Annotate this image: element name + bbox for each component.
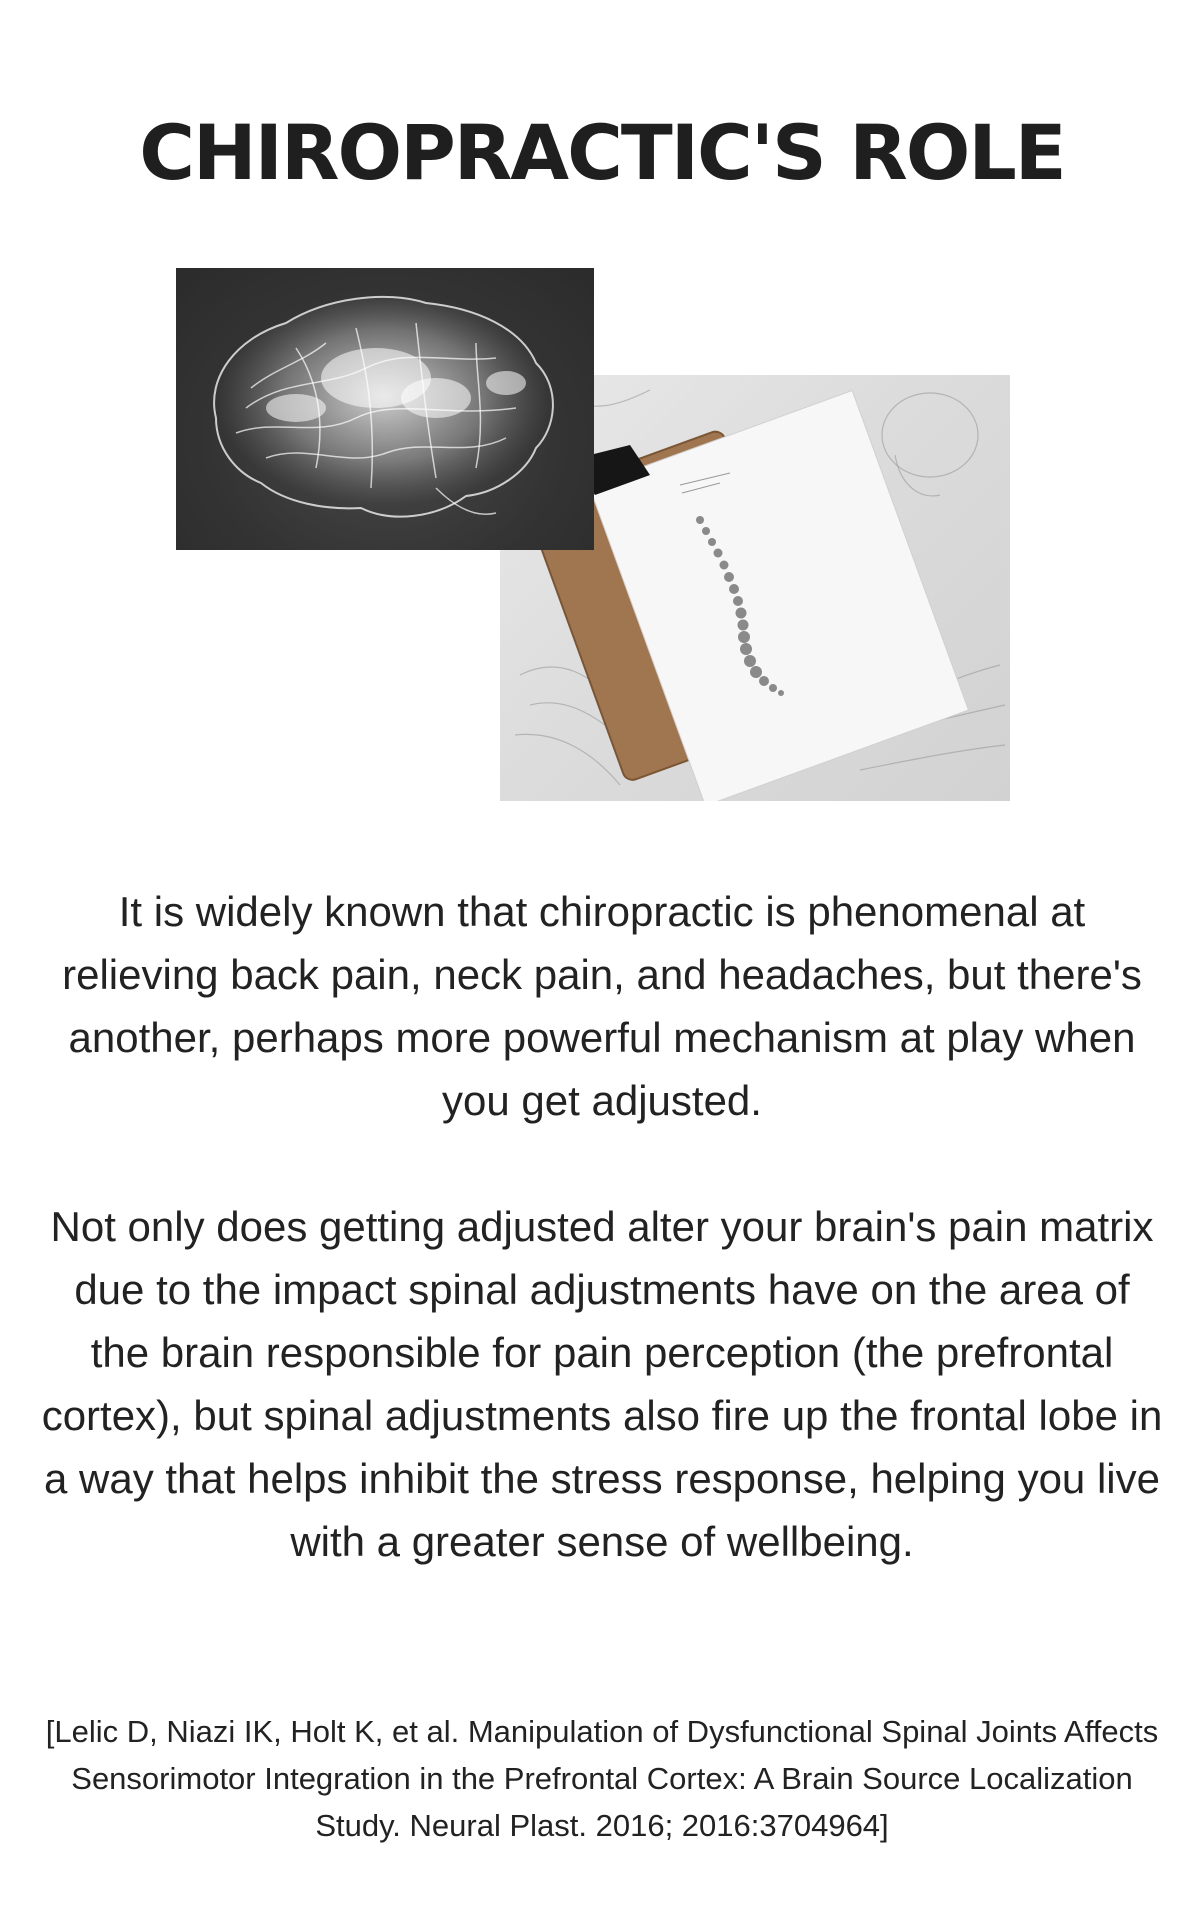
brain-illustration bbox=[176, 268, 594, 550]
page-title: CHIROPRACTIC'S ROLE bbox=[139, 108, 1065, 197]
intro-paragraph: It is widely known that chiropractic is phenomenal at relieving back pain, neck pain, and headaches, but there's another, perhaps more powerful mechanism at play when you get adjusted. bbox=[62, 888, 1142, 1124]
brain-scan-image bbox=[176, 268, 594, 550]
mechanism-paragraph: Not only does getting adjusted alter your brain's pain matrix due to the impact spinal adjustments have on the area of the brain responsible for pain perception (the prefrontal cortex), but spinal adjustments also fire up the frontal lobe in a way that helps inhibit the stress response, helping you live with a greater sense of wellbeing. bbox=[41, 1203, 1163, 1565]
citation-reference: [Lelic D, Niazi IK, Holt K, et al. Manipulation of Dysfunctional Spinal Joints Affects Sensorimotor Integration in the Prefrontal Cortex: A Brain Source Localization Study. Neural Plast. 2016; 2016:3704964] bbox=[45, 1714, 1159, 1843]
